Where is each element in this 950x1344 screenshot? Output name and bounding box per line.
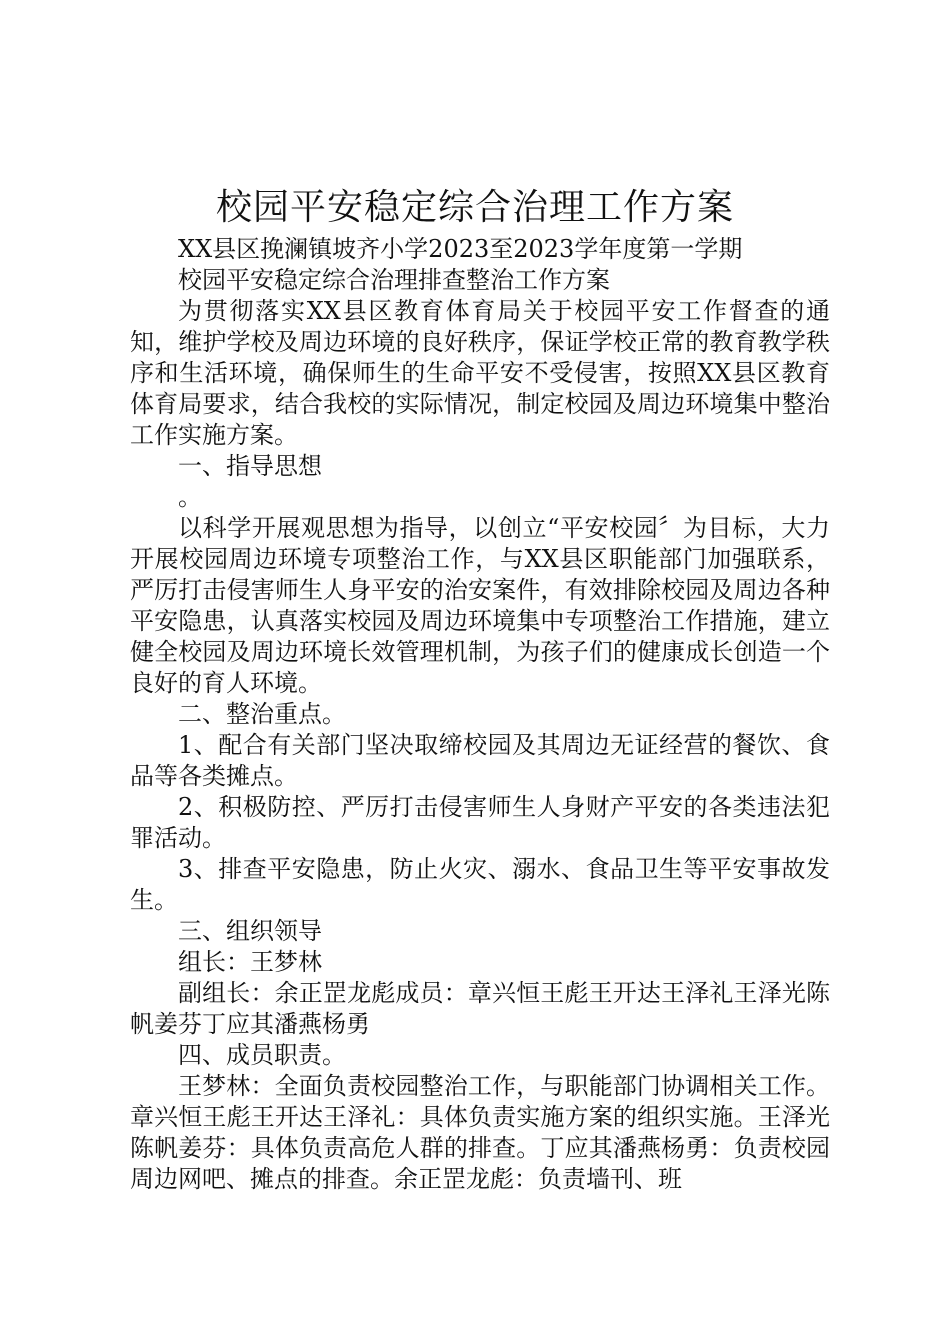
paragraph-key-item-1: 1、配合有关部门坚决取缔校园及其周边无证经营的餐饮、食品等各类摊点。 bbox=[130, 731, 830, 790]
heading-guiding-ideology: 一、指导思想 bbox=[178, 452, 322, 480]
heading-key-rectification: 二、整治重点。 bbox=[178, 700, 346, 728]
paragraph-school-term: XX县区挽澜镇坡齐小学2023至2023学年度第一学期 bbox=[178, 235, 743, 263]
paragraph-intro: 为贯彻落实XX县区教育体育局关于校园平安工作督查的通知，维护学校及周边环境的良好秩序，保证学校正常的教育教学秩序和生活环境，确保师生的生命平安不受侵害，按照XX县区教育体育局要求，结合我校的实际情况，制定校园及周边环境集中整治工作实施方案。 bbox=[130, 297, 830, 449]
paragraph-key-item-3: 3、排查平安隐患，防止火灾、溺水、食品卫生等平安事故发生。 bbox=[130, 855, 830, 914]
paragraph-deputy-members: 副组长：余正罡龙彪成员：章兴恒王彪王开达王泽礼王泽光陈帆姜芬丁应其潘燕杨勇 bbox=[130, 979, 830, 1038]
paragraph-guiding-ideology: 以科学开展观思想为指导，以创立“平安校园〞为目标，大力开展校园周边环境专项整治工作，与XX县区职能部门加强联系，严厉打击侵害师生人身平安的治安案件，有效排除校园及周边各种平安隐患，认真落实校园及周边环境集中专项整治工作措施，建立健全校园及周边环境长效管理机制，为孩子们的健康成长创造一个良好的育人环境。 bbox=[130, 514, 830, 697]
document-title: 校园平安稳定综合治理工作方案 bbox=[215, 187, 734, 228]
heading-organization: 三、组织领导 bbox=[178, 917, 322, 945]
document-body bbox=[130, 234, 830, 1195]
paragraph-key-item-2: 2、积极防控、严厉打击侵害师生人身财产平安的各类违法犯罪活动。 bbox=[130, 793, 830, 852]
paragraph-member-duties: 王梦林：全面负责校园整治工作，与职能部门协调相关工作。章兴恒王彪王开达王泽礼：具体负责实施方案的组织实施。王泽光陈帆姜芬：具体负责高危人群的排查。丁应其潘燕杨勇：负责校园周边网吧、摊点的排查。余正罡龙彪：负责墙刊、班 bbox=[130, 1072, 830, 1193]
paragraph-team-leader: 组长：王梦林 bbox=[178, 948, 322, 976]
heading-member-duties: 四、成员职责。 bbox=[178, 1041, 346, 1069]
paragraph-plan-subtitle: 校园平安稳定综合治理排查整治工作方案 bbox=[178, 266, 610, 294]
paragraph-period: 。 bbox=[178, 483, 202, 511]
